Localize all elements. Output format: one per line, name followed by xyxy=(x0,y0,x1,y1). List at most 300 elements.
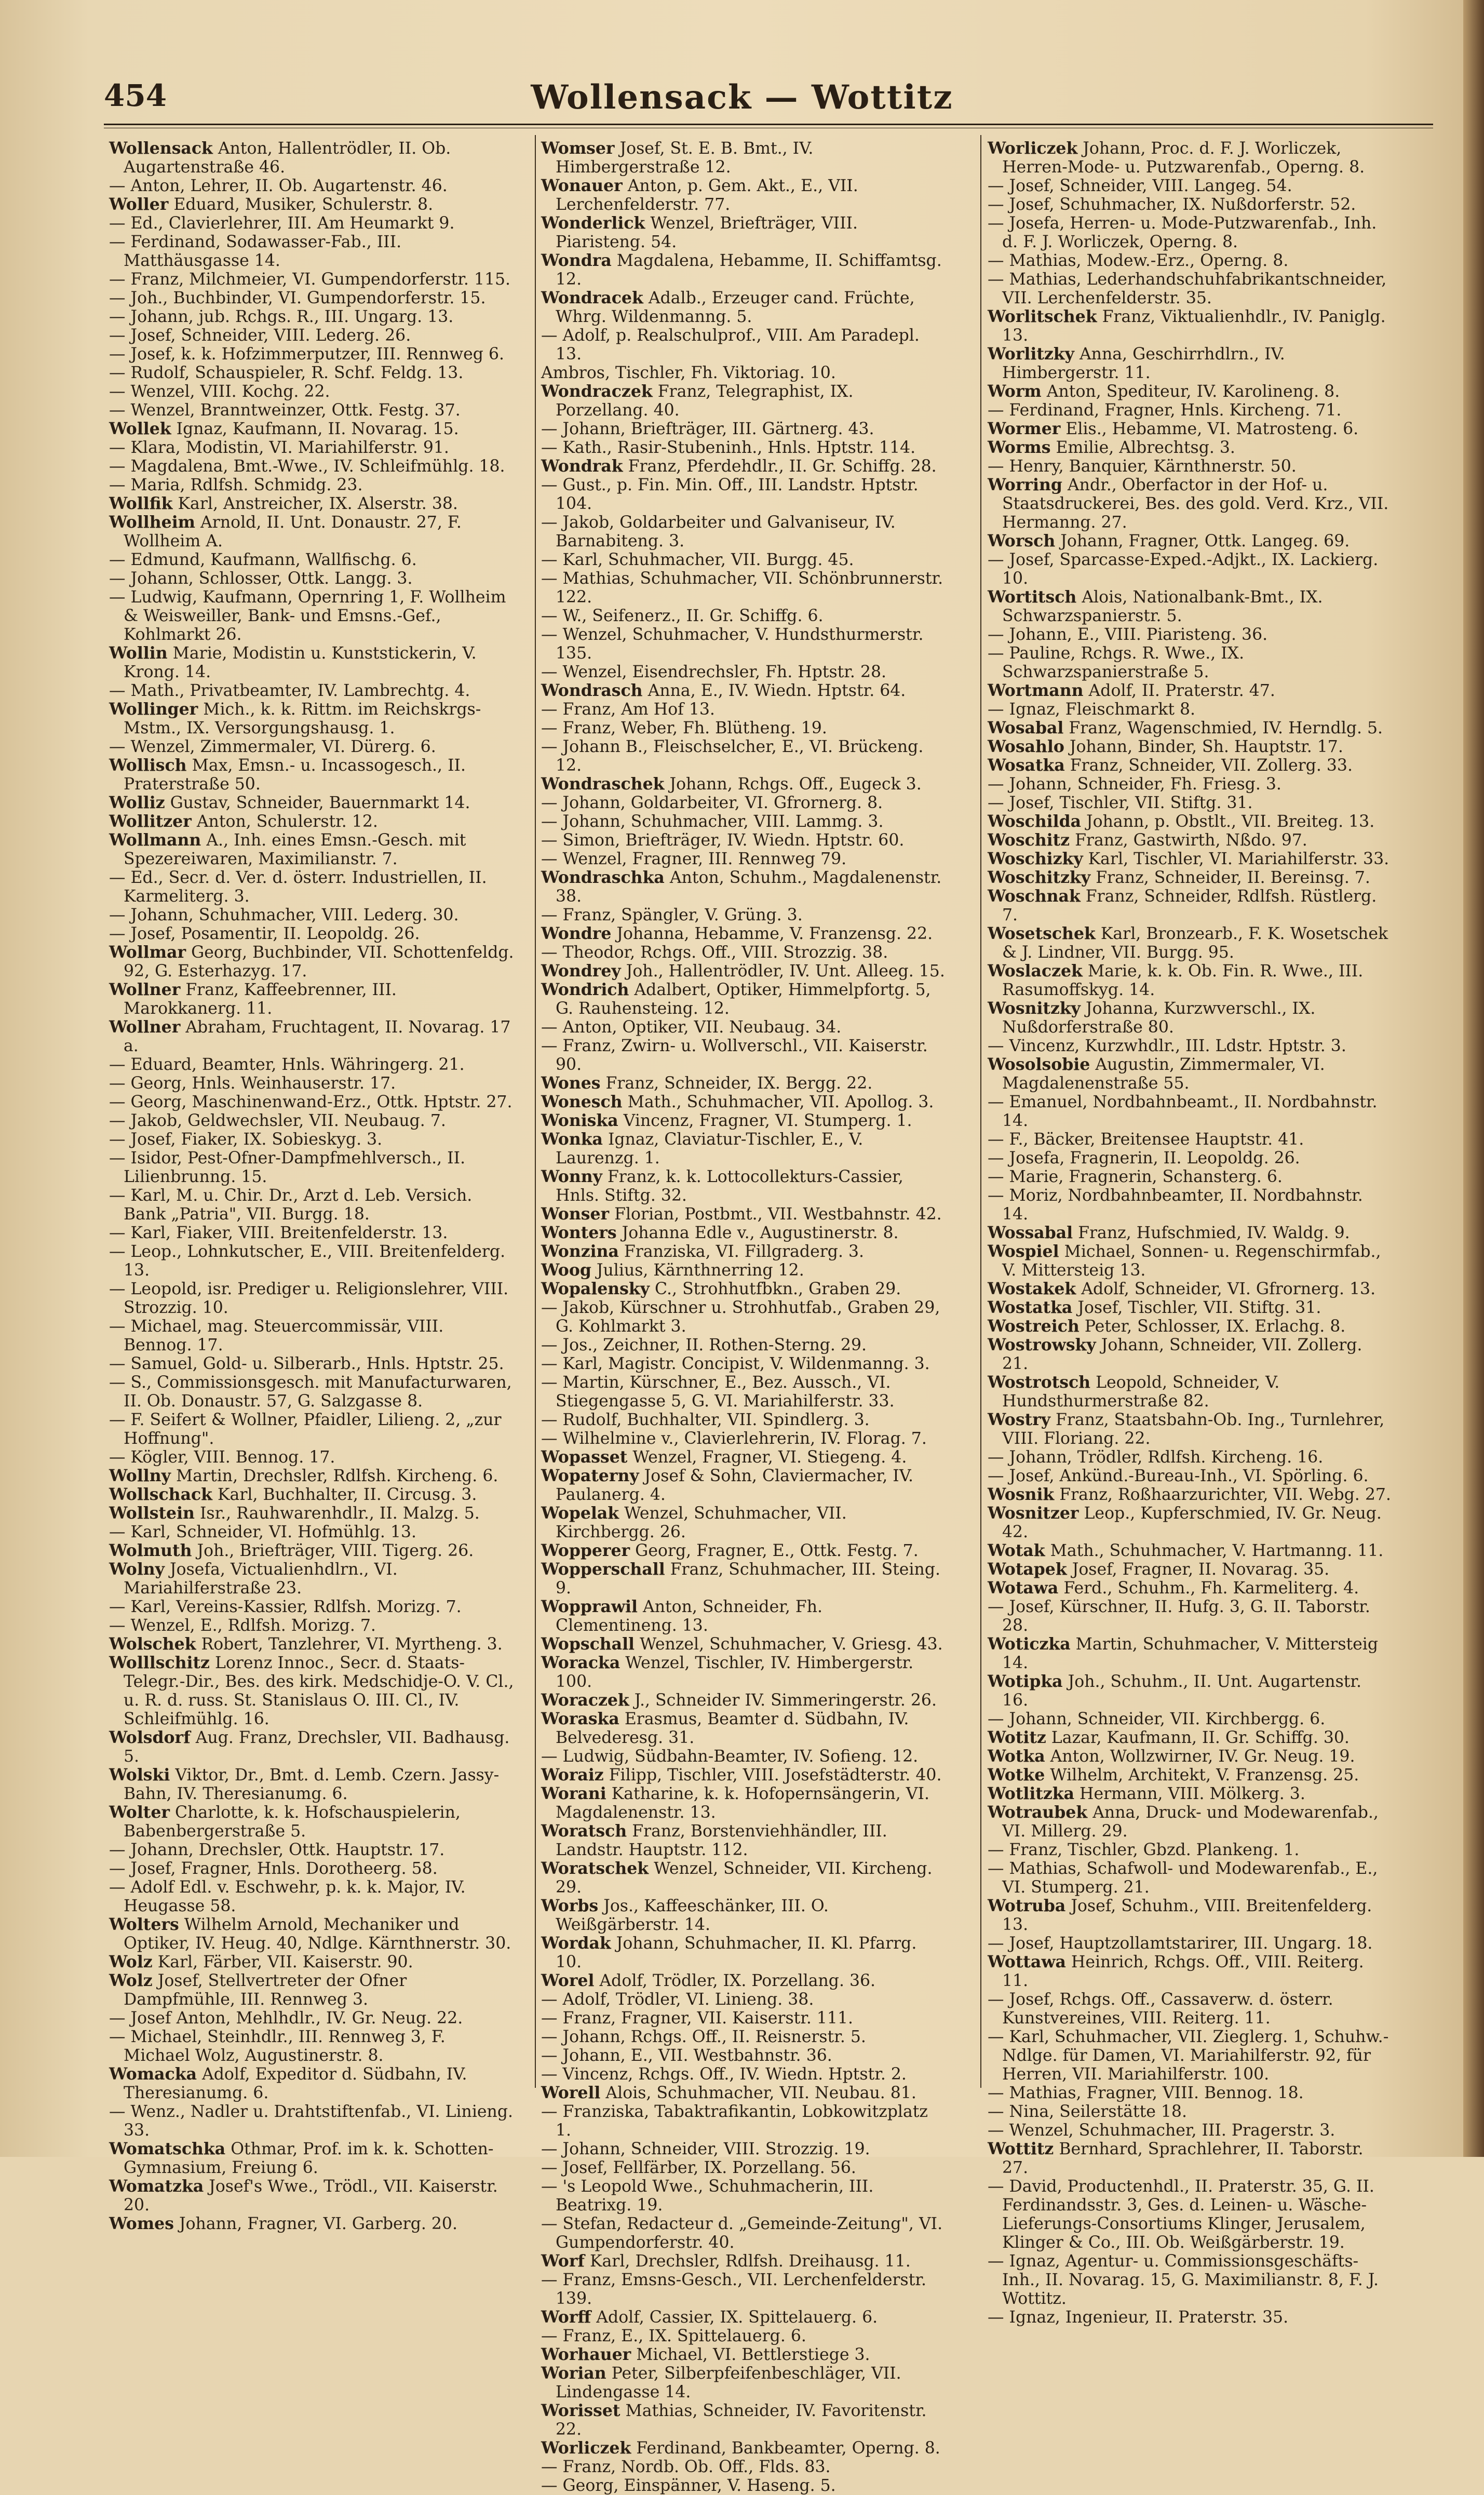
directory-entry xyxy=(988,1224,1393,1242)
entry-text: — Karl, Schuhmacher, VII. Burgg. 45. xyxy=(541,551,854,569)
directory-entry xyxy=(988,1037,1393,1055)
entry-text: Eduard, Musiker, Schulerstr. 8. xyxy=(173,195,434,214)
entry-text: Julius, Kärnthnerring 12. xyxy=(596,1261,804,1280)
entry-text: — Karl, Vereins-Kassier, Rdlfsh. Morizg. 7. xyxy=(109,1598,462,1616)
directory-entry xyxy=(541,2458,946,2476)
entry-text: Abraham, Fruchtagent, II. Novarag. 17 a. xyxy=(124,1018,511,1055)
entry-text: Franz, Staatsbahn-Ob. Ing., Turnlehrer, VIII. Floriang. 22. xyxy=(1002,1411,1385,1448)
directory-entry xyxy=(109,139,514,177)
entry-surname: Worliczek xyxy=(541,2438,631,2458)
entry-text: Franz, Kaffeebrenner, III. Marokkanerg. 11. xyxy=(124,981,397,1018)
entry-text: — Josefa, Fragnerin, II. Leopoldg. 26. xyxy=(988,1149,1300,1168)
directory-entry xyxy=(541,2439,946,2458)
entry-text: Marie, k. k. Ob. Fin. R. Wwe., III. Rasumoffskyg. 14. xyxy=(1002,962,1364,999)
entry-text: Anton, Schuhm., Magdalenenstr. 38. xyxy=(556,868,942,906)
directory-entry xyxy=(988,1186,1393,1224)
entry-surname: Wolters xyxy=(109,1915,179,1934)
directory-entry xyxy=(109,1953,514,1971)
entry-text: — Franz, Nordb. Ob. Off., Flds. 83. xyxy=(541,2458,831,2476)
entry-text: — Ignaz, Agentur- u. Commissionsgeschäfts-Inh., II. Novarag. 15, G. Maximilianstr. 8, F. J. Wottitz. xyxy=(988,2252,1379,2308)
entry-text: Franz, Pferdehdlr., II. Gr. Schiffg. 28. xyxy=(628,457,937,476)
directory-entry xyxy=(541,2065,946,2084)
entry-text: Franz, Schneider, II. Bereinsg. 7. xyxy=(1096,868,1370,887)
entry-text: — Anton, Lehrer, II. Ob. Augartenstr. 46. xyxy=(109,177,448,195)
directory-entry xyxy=(988,177,1393,195)
entry-text: Johann, Schneider, VII. Zollerg. 21. xyxy=(1002,1336,1362,1373)
entry-text: Peter, Schlosser, IX. Erlachg. 8. xyxy=(1084,1317,1346,1336)
entry-text: Franz, Wagenschmied, IV. Herndlg. 5. xyxy=(1069,719,1383,737)
entry-surname: Wonauer xyxy=(541,176,623,195)
entry-text: — Kögler, VIII. Bennog. 17. xyxy=(109,1448,335,1467)
directory-entry xyxy=(109,401,514,420)
directory-entry xyxy=(541,1298,946,1336)
directory-entry xyxy=(109,1803,514,1841)
directory-entry xyxy=(109,1598,514,1616)
directory-entry xyxy=(541,1261,946,1280)
directory-entry xyxy=(541,962,946,981)
directory-entry xyxy=(109,326,514,345)
entry-surname: Wonderlick xyxy=(541,213,645,233)
entry-surname: Wollitzer xyxy=(109,812,192,831)
entry-text: Wenzel, Schneider, VII. Kircheng. 29. xyxy=(556,1859,933,1897)
directory-entry xyxy=(541,326,946,364)
entry-surname: Wolschek xyxy=(109,1634,196,1654)
entry-text: — Franz, Emsns-Gesch., VII. Lerchenfelderstr. 139. xyxy=(541,2271,926,2308)
entry-surname: Wotlitzka xyxy=(988,1784,1074,1803)
entry-surname: Woraska xyxy=(541,1709,619,1728)
directory-entry xyxy=(541,476,946,513)
entry-surname: Woschilda xyxy=(988,812,1082,831)
entry-text: — Franz, Fragner, VII. Kaiserstr. 111. xyxy=(541,2009,854,2028)
entry-text: — 's Leopold Wwe., Schuhmacherin, III. Beatrixg. 19. xyxy=(541,2177,874,2215)
directory-entry xyxy=(109,1541,514,1560)
directory-entry xyxy=(109,1635,514,1654)
directory-entry xyxy=(541,2102,946,2140)
directory-entry xyxy=(109,1373,514,1411)
directory-entry xyxy=(988,1953,1393,1990)
entry-text: — Ignaz, Ingenieur, II. Praterstr. 35. xyxy=(988,2308,1289,2327)
entry-text: Wenzel, Schuhmacher, V. Griesg. 43. xyxy=(640,1635,943,1654)
entry-text: — W., Seifenerz., II. Gr. Schiffg. 6. xyxy=(541,607,824,625)
entry-surname: Wondracek xyxy=(541,288,643,307)
entry-text: — Johann, Schneider, VII. Kirchbergg. 6. xyxy=(988,1710,1326,1728)
entry-text: — Josef, k. k. Hofzimmerputzer, III. Rennweg 6. xyxy=(109,345,504,364)
entry-text: Johann, Binder, Sh. Hauptstr. 17. xyxy=(1069,737,1343,756)
entry-text: Anton, Spediteur, IV. Karolineng. 8. xyxy=(1046,382,1340,401)
entry-surname: Wossabal xyxy=(988,1223,1073,1242)
entry-surname: Wosatka xyxy=(988,756,1065,775)
entry-text: Adolf, Schneider, VI. Gfrornerg. 13. xyxy=(1081,1280,1376,1298)
entry-surname: Wondrak xyxy=(541,457,623,476)
entry-text: Johann, p. Obstlt., VII. Breiteg. 13. xyxy=(1086,812,1375,831)
entry-text: — Karl, Schuhmacher, VII. Zieglerg. 1, Schuhw.-Ndlge. für Damen, VI. Mariahilferstr. 92, für Herren, VII. Mariahilferstr. 100. xyxy=(988,2028,1389,2084)
entry-text: Josef & Sohn, Claviermacher, IV. Paulanerg. 4. xyxy=(556,1467,914,1504)
entry-text: — Johann B., Fleischselcher, E., VI. Brückeng. 12. xyxy=(541,737,924,775)
entry-text: — Johann, Rchgs. Off., II. Reisnerstr. 5. xyxy=(541,2028,866,2046)
directory-entry xyxy=(988,1747,1393,1766)
entry-surname: Worm xyxy=(988,382,1042,401)
entry-text: — Josef, Schuhmacher, IX. Nußdorferstr. 52. xyxy=(988,195,1356,214)
entry-surname: Worff xyxy=(541,2308,591,2327)
directory-entry xyxy=(988,700,1393,719)
entry-text: — Josef, Ankünd.-Bureau-Inh., VI. Spörling. 6. xyxy=(988,1467,1369,1485)
entry-text: Alois, Nationalbank-Bmt., IX. Schwarzspanierstr. 5. xyxy=(1002,588,1323,625)
entry-surname: Wollensack xyxy=(109,139,213,158)
entry-text: Adalbert, Optiker, Himmelpfortg. 5, G. Rauhensteing. 12. xyxy=(556,981,931,1018)
directory-entry xyxy=(109,1467,514,1485)
entry-text: Augustin, Zimmermaler, VI. Magdalenenstraße 55. xyxy=(1002,1055,1325,1093)
entry-text: — Johann, Trödler, Rdlfsh. Kircheng. 16. xyxy=(988,1448,1324,1467)
entry-surname: Wottitz xyxy=(988,2139,1054,2158)
directory-entry xyxy=(541,1766,946,1785)
entry-text: — Gust., p. Fin. Min. Off., III. Landstr. Hptstr. 104. xyxy=(541,476,919,513)
entry-surname: Wondrey xyxy=(541,961,621,981)
directory-entry xyxy=(541,2271,946,2308)
directory-entry xyxy=(988,195,1393,214)
entry-text: Karl, Tischler, VI. Mariahilferstr. 33. xyxy=(1088,850,1389,868)
entry-surname: Worf xyxy=(541,2251,585,2271)
directory-entry xyxy=(541,2364,946,2402)
directory-entry xyxy=(988,962,1393,999)
entry-text: — Georg, Maschinenwand-Erz., Ottk. Hptstr. 27. xyxy=(109,1093,512,1111)
entry-text: — Ferdinand, Sodawasser-Fab., III. Matthäusgasse 14. xyxy=(109,233,402,270)
entry-text: — Vincenz, Rchgs. Off., IV. Wiedn. Hptstr. 2. xyxy=(541,2065,907,2084)
directory-entry xyxy=(988,1766,1393,1785)
header-rule-top xyxy=(104,124,1433,125)
entry-surname: Wolsdorf xyxy=(109,1728,191,1747)
entry-surname: Worlitzky xyxy=(988,344,1074,364)
entry-surname: Wonka xyxy=(541,1130,603,1149)
directory-entry xyxy=(541,2215,946,2252)
entry-text: — F. Seifert & Wollner, Pfaidler, Lilieng. 2, „zur Hoffnung". xyxy=(109,1411,502,1448)
entry-text: — Wenzel, Eisendrechsler, Fh. Hptstr. 28. xyxy=(541,663,887,681)
entry-surname: Wopasset xyxy=(541,1447,628,1467)
entry-text: — Leop., Lohnkutscher, E., VIII. Breitenfelderg. 13. xyxy=(109,1242,506,1280)
entry-text: — Franz, Zwirn- u. Wollverschl., VII. Kaiserstr. 90. xyxy=(541,1037,928,1074)
entry-surname: Wondre xyxy=(541,924,612,943)
directory-entry xyxy=(541,831,946,850)
directory-entry xyxy=(541,1822,946,1859)
directory-entry xyxy=(541,1785,946,1822)
entry-text: — Josef, Rchgs. Off., Cassaverw. d. österr. Kunstvereines, VIII. Reiterg. 11. xyxy=(988,1990,1333,2028)
entry-text: Anton, Schneider, Fh. Clementineng. 13. xyxy=(556,1598,823,1635)
entry-surname: Wosahlo xyxy=(988,737,1064,756)
entry-text: — Johann, Schlosser, Ottk. Langg. 3. xyxy=(109,569,413,588)
entry-text: Magdalena, Hebamme, II. Schiffamtsg. 12. xyxy=(556,251,942,289)
directory-entry xyxy=(541,868,946,906)
entry-text: — Vincenz, Kurzwhdlr., III. Ldstr. Hptstr. 3. xyxy=(988,1037,1346,1055)
entry-text: Franz, Schneider, IX. Bergg. 22. xyxy=(605,1074,873,1093)
directory-entry xyxy=(541,1859,946,1897)
directory-entry xyxy=(541,1934,946,1971)
entry-surname: Wotipka xyxy=(988,1672,1063,1691)
entry-text: — Johann, Schuhmacher, VIII. Lammg. 3. xyxy=(541,812,884,831)
directory-entry xyxy=(541,2140,946,2158)
entry-surname: Wostrowsky xyxy=(988,1335,1096,1354)
entry-surname: Wolz xyxy=(109,1952,153,1971)
entry-text: Josef's Wwe., Trödl., VII. Kaiserstr. 20. xyxy=(124,2177,498,2215)
entry-text: — Johann, Briefträger, III. Gärtnerg. 43. xyxy=(541,420,874,438)
entry-text: Jos., Kaffeeschänker, III. O. Weißgärberstr. 14. xyxy=(556,1897,829,1934)
entry-text: Anton, Hallentrödler, II. Ob. Augartenstraße 46. xyxy=(124,139,451,177)
entry-surname: Worbs xyxy=(541,1896,599,1915)
entry-surname: Woschizky xyxy=(988,849,1083,868)
directory-entry xyxy=(109,1354,514,1373)
entry-text: Franz, Borstenviehhändler, III. Landstr. Hauptstr. 112. xyxy=(556,1822,887,1859)
directory-column-1 xyxy=(109,139,514,2233)
entry-text: Viktor, Dr., Bmt. d. Lemb. Czern. Jassy-Bahn, IV. Theresianumg. 6. xyxy=(124,1766,500,1803)
directory-entry xyxy=(541,1691,946,1710)
directory-entry xyxy=(541,2046,946,2065)
directory-entry xyxy=(109,307,514,326)
directory-entry xyxy=(109,1280,514,1317)
entry-surname: Wopschall xyxy=(541,1634,635,1654)
entry-surname: Wotruba xyxy=(988,1896,1066,1915)
directory-entry xyxy=(109,2140,514,2177)
entry-surname: Wostakek xyxy=(988,1279,1076,1298)
entry-text: — Josef, Posamentir, II. Leopoldg. 26. xyxy=(109,924,420,943)
entry-text: — Mathias, Modew.-Erz., Operng. 8. xyxy=(988,251,1289,270)
entry-text: — Isidor, Pest-Ofner-Dampfmehlversch., II. Lilienbrunng. 15. xyxy=(109,1149,466,1186)
directory-entry xyxy=(541,681,946,700)
entry-surname: Wopelak xyxy=(541,1504,619,1523)
directory-entry xyxy=(988,345,1393,382)
directory-entry xyxy=(988,812,1393,831)
entry-text: Josef, Fragner, II. Novarag. 35. xyxy=(1072,1560,1330,1579)
entry-text: Lazar, Kaufmann, II. Gr. Schiffg. 30. xyxy=(1051,1728,1350,1747)
entry-text: — Johann, Schneider, Fh. Friesg. 3. xyxy=(988,775,1281,794)
directory-entry xyxy=(988,2084,1393,2102)
entry-text: Emilie, Albrechtsg. 3. xyxy=(1056,438,1235,457)
directory-entry xyxy=(541,438,946,457)
directory-entry xyxy=(988,1467,1393,1485)
entry-surname: Wonzina xyxy=(541,1242,619,1261)
directory-entry xyxy=(109,700,514,737)
entry-text: — Kath., Rasir-Stubeninh., Hnls. Hptstr. 114. xyxy=(541,438,916,457)
directory-entry xyxy=(109,569,514,588)
entry-surname: Worsch xyxy=(988,531,1056,551)
entry-text: — Michael, mag. Steuercommissär, VIII. Bennog. 17. xyxy=(109,1317,444,1354)
entry-text: — Magdalena, Bmt.-Wwe., IV. Schleifmühlg. 18. xyxy=(109,457,505,476)
directory-entry xyxy=(988,382,1393,401)
directory-entry xyxy=(109,551,514,569)
entry-text: Ignaz, Kaufmann, II. Novarag. 15. xyxy=(176,420,459,438)
directory-entry xyxy=(988,1560,1393,1579)
entry-text: — Karl, M. u. Chir. Dr., Arzt d. Leb. Versich. Bank „Patria", VII. Burgg. 18. xyxy=(109,1186,473,1224)
directory-entry xyxy=(541,2028,946,2046)
directory-entry xyxy=(988,1149,1393,1168)
directory-entry xyxy=(109,1242,514,1280)
entry-surname: Wottawa xyxy=(988,1952,1066,1971)
entry-surname: Worel xyxy=(541,1971,595,1990)
directory-entry xyxy=(541,251,946,289)
entry-text: — Franziska, Tabaktrafikantin, Lobkowitzplatz 1. xyxy=(541,2102,928,2140)
entry-text: Michael, Sonnen- u. Regenschirmfab., V. Mittersteig 13. xyxy=(1002,1242,1381,1280)
directory-entry xyxy=(541,382,946,420)
entry-surname: Womacka xyxy=(109,2064,197,2084)
entry-text: Karl, Färber, VII. Kaiserstr. 90. xyxy=(157,1953,413,1971)
entry-surname: Wosnitzer xyxy=(988,1504,1079,1523)
directory-entry xyxy=(109,2215,514,2233)
entry-text: Bernhard, Sprachlehrer, II. Taborstr. 27. xyxy=(1002,2140,1364,2177)
directory-entry xyxy=(109,1971,514,2009)
entry-surname: Wosnitzky xyxy=(988,999,1081,1018)
directory-entry xyxy=(109,812,514,831)
directory-entry xyxy=(541,457,946,476)
directory-entry xyxy=(541,1654,946,1691)
directory-entry xyxy=(109,1074,514,1093)
directory-entry xyxy=(541,1205,946,1224)
directory-entry xyxy=(109,476,514,494)
directory-entry xyxy=(988,1336,1393,1373)
entry-text: Aug. Franz, Drechsler, VII. Badhausg. 5. xyxy=(124,1728,510,1766)
entry-surname: Wolz xyxy=(109,1971,153,1990)
directory-entry xyxy=(541,2084,946,2102)
entry-surname: Worms xyxy=(988,438,1051,457)
directory-entry xyxy=(541,1018,946,1037)
entry-text: Charlotte, k. k. Hofschauspielerin, Babenbergerstraße 5. xyxy=(124,1803,461,1841)
entry-text: — Jos., Zeichner, II. Rothen-Sterng. 29. xyxy=(541,1336,867,1354)
entry-text: Anna, E., IV. Wiedn. Hptstr. 64. xyxy=(647,681,906,700)
entry-text: — Wenzel, Fragner, III. Rennweg 79. xyxy=(541,850,847,868)
entry-surname: Wollschack xyxy=(109,1485,212,1504)
entry-text: Erasmus, Beamter d. Südbahn, IV. Belvederesg. 31. xyxy=(556,1710,909,1747)
page-title: Wollensack — Wottitz xyxy=(531,78,953,117)
entry-text: Joh., Hallentrödler, IV. Unt. Alleeg. 15. xyxy=(626,962,945,981)
entry-text: Elis., Hebamme, VI. Matrosteng. 6. xyxy=(1065,420,1359,438)
entry-text: Anna, Druck- und Modewarenfab., VI. Millerg. 29. xyxy=(1002,1803,1379,1841)
entry-text: Adolf, Expeditor d. Südbahn, IV. Theresianumg. 6. xyxy=(124,2065,467,2102)
entry-text: — Wenzel, E., Rdlfsh. Morizg. 7. xyxy=(109,1616,376,1635)
entry-text: Michael, VI. Bettlerstiege 3. xyxy=(636,2345,870,2364)
directory-entry xyxy=(988,1990,1393,2028)
entry-text: Lorenz Innoc., Secr. d. Staats-Telegr.-Dir., Bes. des kirk. Medschidje-O. V. Cl., u. R. d. russ. St. Stanislaus O. III. Cl., IV. Schleifmühlg. 16. xyxy=(124,1654,514,1728)
entry-text: Andr., Oberfactor in der Hof- u. Staatsdruckerei, Bes. des gold. Verd. Krz., VII. Hermanng. 27. xyxy=(1002,476,1389,532)
directory-entry xyxy=(541,1448,946,1467)
directory-column-3 xyxy=(988,139,1393,2327)
entry-text: Katharine, k. k. Hofopernsängerin, VI. Magdalenenstr. 13. xyxy=(556,1785,929,1822)
entry-text: Johann, Fragner, Ottk. Langeg. 69. xyxy=(1060,532,1350,551)
entry-surname: Worell xyxy=(541,2083,601,2102)
entry-surname: Woticzka xyxy=(988,1634,1071,1654)
directory-entry xyxy=(988,850,1393,868)
directory-entry xyxy=(988,999,1393,1037)
entry-surname: Wotawa xyxy=(988,1578,1059,1598)
entry-text: — Wenzel, Schuhmacher, V. Hundsthurmerstr. 135. xyxy=(541,625,924,663)
directory-entry xyxy=(988,139,1393,177)
entry-text: — Wenz., Nadler u. Drahtstiftenfab., VI. Linieng. 33. xyxy=(109,2102,513,2140)
entry-text: — Eduard, Beamter, Hnls. Währingerg. 21. xyxy=(109,1055,465,1074)
directory-entry xyxy=(988,1897,1393,1934)
entry-surname: Wondrasch xyxy=(541,681,643,700)
directory-entry xyxy=(109,177,514,195)
directory-entry xyxy=(109,233,514,270)
entry-text: Wenzel, Tischler, IV. Himbergerstr. 100. xyxy=(556,1654,914,1691)
entry-text: Wilhelm Arnold, Mechaniker und Optiker, IV. Heug. 40, Ndlge. Kärnthnerstr. 30. xyxy=(124,1915,511,1953)
directory-entry xyxy=(988,1859,1393,1897)
directory-column-2 xyxy=(541,139,946,2495)
entry-text: Karl, Buchhalter, II. Circusg. 3. xyxy=(218,1485,477,1504)
directory-entry xyxy=(988,1635,1393,1672)
directory-entry xyxy=(109,1841,514,1859)
directory-entry xyxy=(541,1093,946,1111)
entry-text: — Johann, Schneider, VIII. Strozzig. 19. xyxy=(541,2140,870,2158)
entry-text: — S., Commissionsgesch. mit Manufacturwaren, II. Ob. Donaustr. 57, G. Salzgasse 8. xyxy=(109,1373,512,1411)
entry-text: A., Inh. eines Emsn.-Gesch. mit Spezereiwaren, Maximilianstr. 7. xyxy=(124,831,466,868)
entry-text: — Adolf Edl. v. Eschwehr, p. k. k. Major, IV. Heugasse 58. xyxy=(109,1878,466,1915)
directory-entry xyxy=(109,2009,514,2028)
directory-entry xyxy=(109,1186,514,1224)
entry-surname: Wostreich xyxy=(988,1317,1080,1336)
entry-text: Ferd., Schuhm., Fh. Karmeliterg. 4. xyxy=(1063,1579,1359,1598)
directory-entry xyxy=(109,1504,514,1523)
directory-entry xyxy=(541,139,946,177)
entry-text: — Josef, Sparcasse-Exped.-Adjkt., IX. Lackierg. 10. xyxy=(988,551,1379,588)
directory-entry xyxy=(109,1560,514,1598)
entry-text: — Michael, Steinhdlr., III. Rennweg 3, F. Michael Wolz, Augustinerstr. 8. xyxy=(109,2028,446,2065)
entry-text: Josef, St. E. B. Bmt., IV. Himbergerstraße 12. xyxy=(556,139,814,177)
entry-text: — Josef Anton, Mehlhdlr., IV. Gr. Neug. 22. xyxy=(109,2009,463,2028)
directory-entry xyxy=(988,1841,1393,1859)
directory-entry xyxy=(109,1224,514,1242)
entry-text: C., Strohhutfbkn., Graben 29. xyxy=(655,1280,901,1298)
directory-entry xyxy=(109,831,514,868)
entry-text: Franz, Telegraphist, IX. Porzellang. 40. xyxy=(556,382,854,420)
directory-entry xyxy=(988,1934,1393,1953)
directory-entry xyxy=(109,2177,514,2215)
entry-text: — Klara, Modistin, VI. Mariahilferstr. 91. xyxy=(109,438,449,457)
entry-text: Wenzel, Fragner, VI. Stiegeng. 4. xyxy=(632,1448,907,1467)
entry-text: Franz, Hufschmied, IV. Waldg. 9. xyxy=(1078,1224,1350,1242)
directory-entry xyxy=(109,1915,514,1953)
entry-text: Johann, Schuhmacher, II. Kl. Pfarrg. 10. xyxy=(556,1934,917,1971)
entry-text: — Josef, Tischler, VII. Stiftg. 31. xyxy=(988,794,1253,812)
entry-text: — Theodor, Rchgs. Off., VIII. Strozzig. 38. xyxy=(541,943,888,962)
entry-text: — Johann, jub. Rchgs. R., III. Ungarg. 13. xyxy=(109,307,454,326)
entry-surname: Woschitzky xyxy=(988,868,1091,887)
entry-surname: Wonser xyxy=(541,1204,610,1224)
entry-surname: Wondraschka xyxy=(541,868,665,887)
directory-entry xyxy=(988,1728,1393,1747)
directory-entry xyxy=(109,1766,514,1803)
entry-text: J., Schneider IV. Simmeringerstr. 26. xyxy=(634,1691,937,1710)
directory-entry xyxy=(541,1373,946,1411)
entry-text: — Marie, Fragnerin, Schansterg. 6. xyxy=(988,1168,1283,1186)
entry-text: Josef, Schuhm., VIII. Breitenfelderg. 13. xyxy=(1002,1897,1372,1934)
entry-surname: Wollheim xyxy=(109,513,195,532)
directory-entry xyxy=(541,1354,946,1373)
directory-entry xyxy=(541,1560,946,1598)
directory-entry xyxy=(988,868,1393,887)
entry-text: Martin, Drechsler, Rdlfsh. Kircheng. 6. xyxy=(176,1467,498,1485)
directory-entry xyxy=(541,1897,946,1934)
entry-surname: Wotitz xyxy=(988,1728,1046,1747)
entry-text: — Georg, Einspänner, V. Haseng. 5. xyxy=(541,2476,836,2495)
entry-surname: Woracka xyxy=(541,1653,620,1672)
directory-entry xyxy=(988,1504,1393,1541)
entry-text: — Johann, E., VIII. Piaristeng. 36. xyxy=(988,625,1268,644)
directory-entry xyxy=(541,1336,946,1354)
entry-surname: Wollner xyxy=(109,1017,181,1037)
directory-entry xyxy=(109,1485,514,1504)
entry-text: — Karl, Magistr. Concipist, V. Wildenmanng. 3. xyxy=(541,1354,930,1373)
entry-text: — Franz, E., IX. Spittelauerg. 6. xyxy=(541,2327,806,2345)
directory-entry xyxy=(109,494,514,513)
directory-entry xyxy=(988,719,1393,737)
entry-text: Othmar, Prof. im k. k. Schotten-Gymnasium, Freiung 6. xyxy=(124,2140,494,2177)
entry-text: Leopold, Schneider, V. Hundsthurmerstraße 82. xyxy=(1002,1373,1280,1411)
directory-entry xyxy=(541,2308,946,2327)
